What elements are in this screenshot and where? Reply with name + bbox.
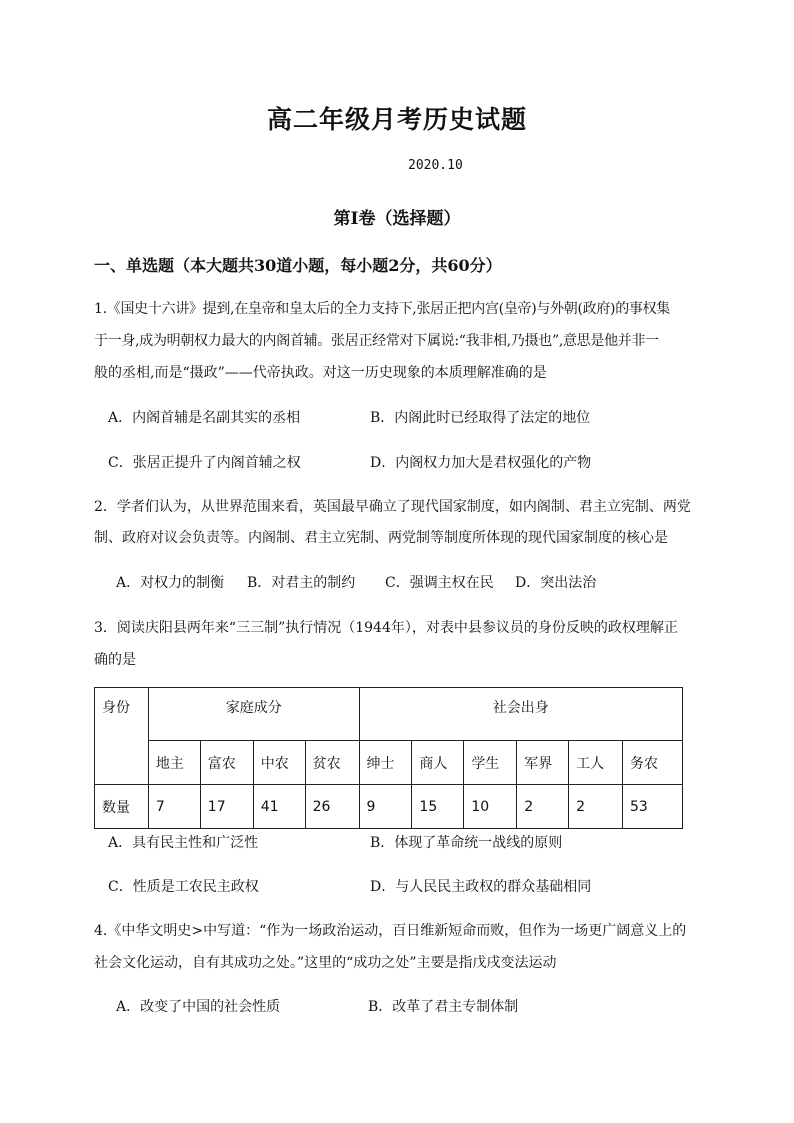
table-row — [95, 688, 683, 741]
section-heading: 一、单选题（本大题共30道小题，每小题2分，共60分） — [94, 256, 502, 275]
table-cell: 17 — [200, 785, 253, 829]
exam-date: 2020.10 — [408, 158, 463, 173]
q1-option-b[interactable]: B．内阁此时已经取得了法定的地位 — [370, 410, 591, 426]
q3-option-d[interactable]: D．与人民民主政权的群众基础相同 — [370, 879, 592, 895]
page-title: 高二年级月考历史试题 — [266, 105, 527, 134]
q2-option-b[interactable]: B．对君主的制约 — [247, 575, 356, 591]
q1-line: 于一身,成为明朝权力最大的内阁首辅。张居正经常对下属说:“我非相,乃摄也”,意思是他并非一 — [94, 333, 659, 349]
table-cell: 41 — [253, 785, 305, 829]
q1-line: 般的丞相,而是“摄政”——代帝执政。对这一历史现象的本质理解准确的是 — [94, 365, 547, 381]
q1-option-d[interactable]: D．内阁权力加大是君权强化的产物 — [370, 455, 592, 471]
q1-option-a[interactable]: A．内阁首辅是名副其实的丞相 — [108, 410, 301, 426]
q2-option-c[interactable]: C．强调主权在民 — [385, 575, 494, 591]
table-cell: 军界 — [517, 741, 569, 785]
q4-option-b[interactable]: B．改革了君主专制体制 — [368, 999, 519, 1015]
table-cell: 商人 — [412, 741, 464, 785]
table-row — [95, 785, 683, 829]
q2-line: 制、政府对议会负责等。内阁制、君主立宪制、两党制等制度所体现的现代国家制度的核心是 — [94, 530, 668, 546]
q3-option-b[interactable]: B．体现了革命统一战线的原则 — [370, 835, 563, 851]
table-cell-count-label: 数量 — [95, 785, 149, 829]
q2-option-a[interactable]: A．对权力的制衡 — [116, 575, 225, 591]
table-cell-social-header: 社会出身 — [359, 688, 682, 741]
q2-line: 2．学者们认为，从世界范围来看，英国最早确立了现代国家制度，如内阁制、君主立宪制、两党 — [94, 499, 691, 515]
table-cell: 绅士 — [359, 741, 412, 785]
councillor-table — [94, 687, 683, 829]
table-cell: 贫农 — [305, 741, 359, 785]
q4-line: 4.《中华文明史>中写道：“作为一场政治运动，百日维新短命而败，但作为一场更广阔意义上的 — [94, 923, 687, 939]
q1-option-c[interactable]: C．张居正提升了内阁首辅之权 — [108, 455, 301, 471]
table-cell: 2 — [517, 785, 569, 829]
table-cell: 10 — [464, 785, 517, 829]
table-row — [95, 741, 683, 785]
table-cell-identity: 身份 — [95, 688, 149, 785]
table-cell: 中农 — [253, 741, 305, 785]
table-cell: 学生 — [464, 741, 517, 785]
q3-option-c[interactable]: C．性质是工农民主政权 — [108, 879, 259, 895]
q3-line: 3．阅读庆阳县两年来“三三制”执行情况（1944年），对表中县参议员的身份反映的政权理解正 — [94, 620, 678, 636]
table-cell: 9 — [359, 785, 412, 829]
table-cell: 富农 — [200, 741, 253, 785]
table-cell: 26 — [305, 785, 359, 829]
table-cell: 15 — [412, 785, 464, 829]
q2-option-d[interactable]: D．突出法治 — [515, 575, 597, 591]
table-cell: 工人 — [569, 741, 623, 785]
table-cell-family-header: 家庭成分 — [148, 688, 359, 741]
q1-line: 1.《国史十六讲》提到,在皇帝和皇太后的全力支持下,张居正把内宫(皇帝)与外朝(政府)的事权集 — [94, 301, 671, 317]
table-cell: 53 — [623, 785, 683, 829]
q4-option-a[interactable]: A．改变了中国的社会性质 — [116, 999, 281, 1015]
volume-heading: 第Ⅰ卷（选择题） — [333, 209, 461, 229]
q4-line: 社会文化运动，自有其成功之处。”这里的“成功之处”主要是指戊戌变法运动 — [94, 955, 557, 971]
table-cell: 7 — [148, 785, 200, 829]
q3-option-a[interactable]: A．具有民主性和广泛性 — [108, 835, 259, 851]
q3-line: 确的是 — [94, 652, 136, 668]
table-cell: 务农 — [623, 741, 683, 785]
table-cell: 地主 — [148, 741, 200, 785]
table-cell: 2 — [569, 785, 623, 829]
